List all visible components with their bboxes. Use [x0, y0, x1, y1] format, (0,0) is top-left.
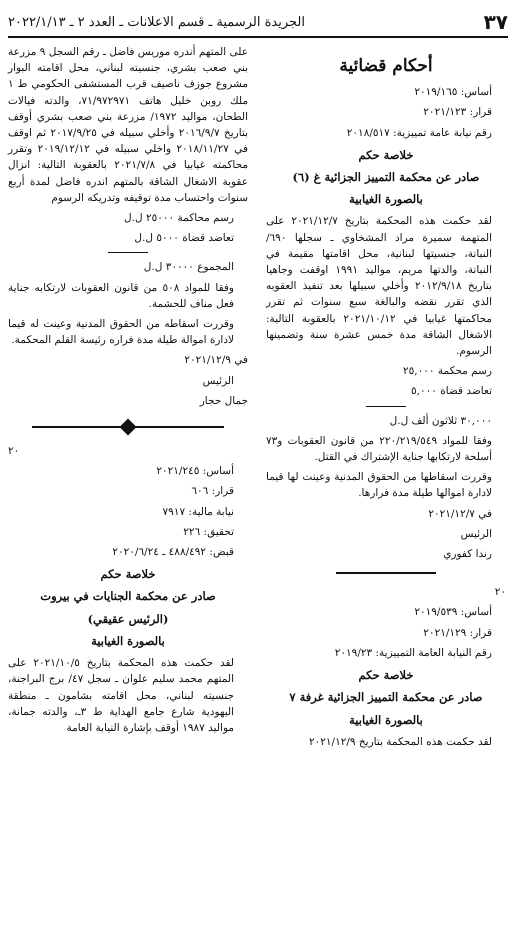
court-name: صادر عن محكمة الجنايات في بيروت — [40, 589, 216, 604]
case-niyaba: رقم النيابة العامة التمييزية: ٢٠١٩/٢٣ — [334, 646, 492, 659]
divider-bar — [132, 426, 224, 428]
case-qarar: قرار: ٢٠٢١/١٢٩ — [423, 626, 492, 639]
divider-bar — [32, 426, 124, 428]
judgment-body-cont: على المتهم أندره موريس فاضل ـ رقم السجل ٩ مزرعة بني صعب بشري، جنسيته لبناني، محل اقامته البوار مشروع جوزف ناصيف قرب المستشفى الحكومي ط ١ ملك روبن خليل هاتف ٧١/٩٧٢٩٧١، والدته فيالات الطحان، مواليد ١٩٧٢/ مزرعة بني صعب بشري أوقف بتاريخ ٢٠١٦/٩/٧ وأخلي سبيله في ٢٠١٧/٩/٢٥ ثم اوقف في ٢٠١٨/١١/٢٧ واخلي سبيله في ٢٠١٩/١٢/١٢ وتقرر محاكمته غيابيا في ٢٠٢١/٧/٨ بالعقوبة التالية: انزال عقوبة الاشغال الشاقة بالمتهم اندره فاضل لمدة أربع سنوات واحتساب مدة توقيفه وتدريكه الرسوم — [8, 46, 249, 204]
summary-label: خلاصة حكم — [100, 567, 156, 582]
header-title: الجريدة الرسمية ـ قسم الاعلانات ـ العدد ٢ ـ ٢٠٢٢/١/١٣ — [8, 14, 305, 30]
left-column — [8, 44, 248, 928]
court-name: صادر عن محكمة التمييز الجزائية غ (٦) — [292, 170, 480, 185]
page-header — [8, 8, 508, 38]
article-text: وفقا للمواد ٢٢٠/٢١٩/٥٤٩ من قانون العقوبات و٧٣ أسلحة لارتكابها جناية الإشتراك في القتل. — [266, 434, 492, 464]
judgment-date: في ٢٠٢١/١٢/٧ — [428, 507, 492, 520]
absentia-label: بالصورة الغيابية — [349, 712, 423, 727]
case-niyaba: نيابة مالية: ٧٩١٧ — [162, 505, 234, 518]
absentia-label: بالصورة الغيابية — [349, 192, 423, 207]
case-tahqiq: تحقيق: ٢٢٦ — [183, 525, 234, 538]
president-label: الرئيس — [460, 527, 492, 540]
fee-judges: تعاضد قضاة ٥٠٠٠ ل.ل — [134, 232, 234, 245]
rights-text: وقررت اسقاطها من الحقوق المدنية وعينت لها قيما لادارة اموالها طيلة مدة فرارها. — [266, 471, 492, 500]
summary-label: خلاصة حكم — [358, 147, 414, 162]
judgment-date: في ٢٠٢١/١٢/٩ — [184, 354, 248, 367]
president-name: رندا كفوري — [443, 548, 492, 561]
case-number: ٢٠ — [494, 586, 506, 599]
diamond-icon — [120, 419, 137, 436]
case-qarar: قرار: ٦٠٦ — [191, 485, 234, 498]
president-name: جمال حجار — [199, 394, 248, 407]
section-divider — [336, 572, 436, 574]
case-asas: أساس: ٢٠١٩/١٦٥ — [414, 86, 492, 99]
page-number: ٣٧ — [483, 10, 508, 34]
article-text: وفقا للمواد ٥٠٨ من قانون العقوبات لارتكابه جناية فعل مناف للحشمة. — [8, 281, 234, 310]
right-column — [266, 44, 506, 928]
president-note: (الرئيس عقيقي) — [87, 611, 169, 626]
diamond-divider — [8, 421, 248, 433]
fee-total: المجموع ٣٠٠٠٠ ل.ل — [143, 261, 234, 274]
judgment-body: لقد حكمت هذه المحكمة بتاريخ ٢٠٢١/١٠/٥ على المتهم محمد سليم علوان ـ سجل ٤٧/ برج البراجنة، جنسيته لبناني، محل اقامته بشامون ـ منطقة اليهودية شارع جامع الهداية ط ٣ـ، والدته جمانة، مواليد ١٩٨٧ أوقف بإشارة النيابة العامة — [8, 657, 234, 734]
case-qabd: قبض: ٤٨٨/٤٩٢ ـ ٢٠٢٠/٦/٢٤ — [112, 546, 234, 559]
case-asas: أساس: ٢٠١٩/٥٣٩ — [414, 606, 492, 619]
case-niyaba: رقم نيابة عامة تمييزية: ٢٠١٨/٥١٧ — [346, 126, 492, 139]
judgment-body-start: لقد حكمت هذه المحكمة بتاريخ ٢٠٢١/١٢/٩ — [308, 735, 492, 748]
case-number: ٢٠ — [8, 445, 20, 458]
fee-total: ٣٠,٠٠٠ ثلاثون ألف ل.ل — [389, 414, 492, 427]
fee-divider — [108, 252, 148, 253]
fee-court: رسم محاكمة ٢٥٠٠٠ ل.ل — [124, 212, 234, 225]
judgment-body: لقد حكمت هذه المحكمة بتاريخ ٢٠٢١/١٢/٧ على المتهمة سميرة مراد المشخاوي ـ سجلها ٦٩٠/ النبانة، جنسيتها لبنانية، محل اقامتها مقيمة في النبانة، والدتها مريم، مواليد ١٩٩١ اوقفت وجاهيا بتاريخ ٢٠١٢/٩/١٨ وأخلي سبيلها بعد تنفيذ العقوبه الذي تقرر نقضه والبالغة سبع سنوات ثم تقرر محاكمتها غيابيا في ٢٠٢١/١٠/١٢ بالعقوبة التالية: الاشغال الشاقة مدة خمس عشرة سنة وتضمينها الرسوم. — [266, 215, 493, 358]
section-title: أحكام قضائية — [339, 56, 433, 76]
fee-divider — [366, 406, 406, 407]
case-qarar: قرار: ٢٠٢١/١٢٣ — [423, 106, 492, 119]
fee-judges: تعاضد قضاة ٥,٠٠٠ — [410, 385, 492, 398]
absentia-label: بالصورة الغيابية — [91, 633, 165, 648]
summary-label: خلاصة حكم — [358, 668, 414, 683]
president-label: الرئيس — [202, 374, 234, 387]
case-asas: أساس: ٢٠٢١/٢٤٥ — [156, 465, 234, 478]
fee-court: رسم محكمة ٢٥,٠٠٠ — [403, 365, 492, 378]
court-name: صادر عن محكمة التمييز الجزائية غرفة ٧ — [289, 690, 483, 705]
rights-text: وقررت اسقاطه من الحقوق المدنية وعينت له قيما لادارة اموالة طيلة مدة فراره رئيسة القلم المحكمة. — [8, 318, 234, 347]
